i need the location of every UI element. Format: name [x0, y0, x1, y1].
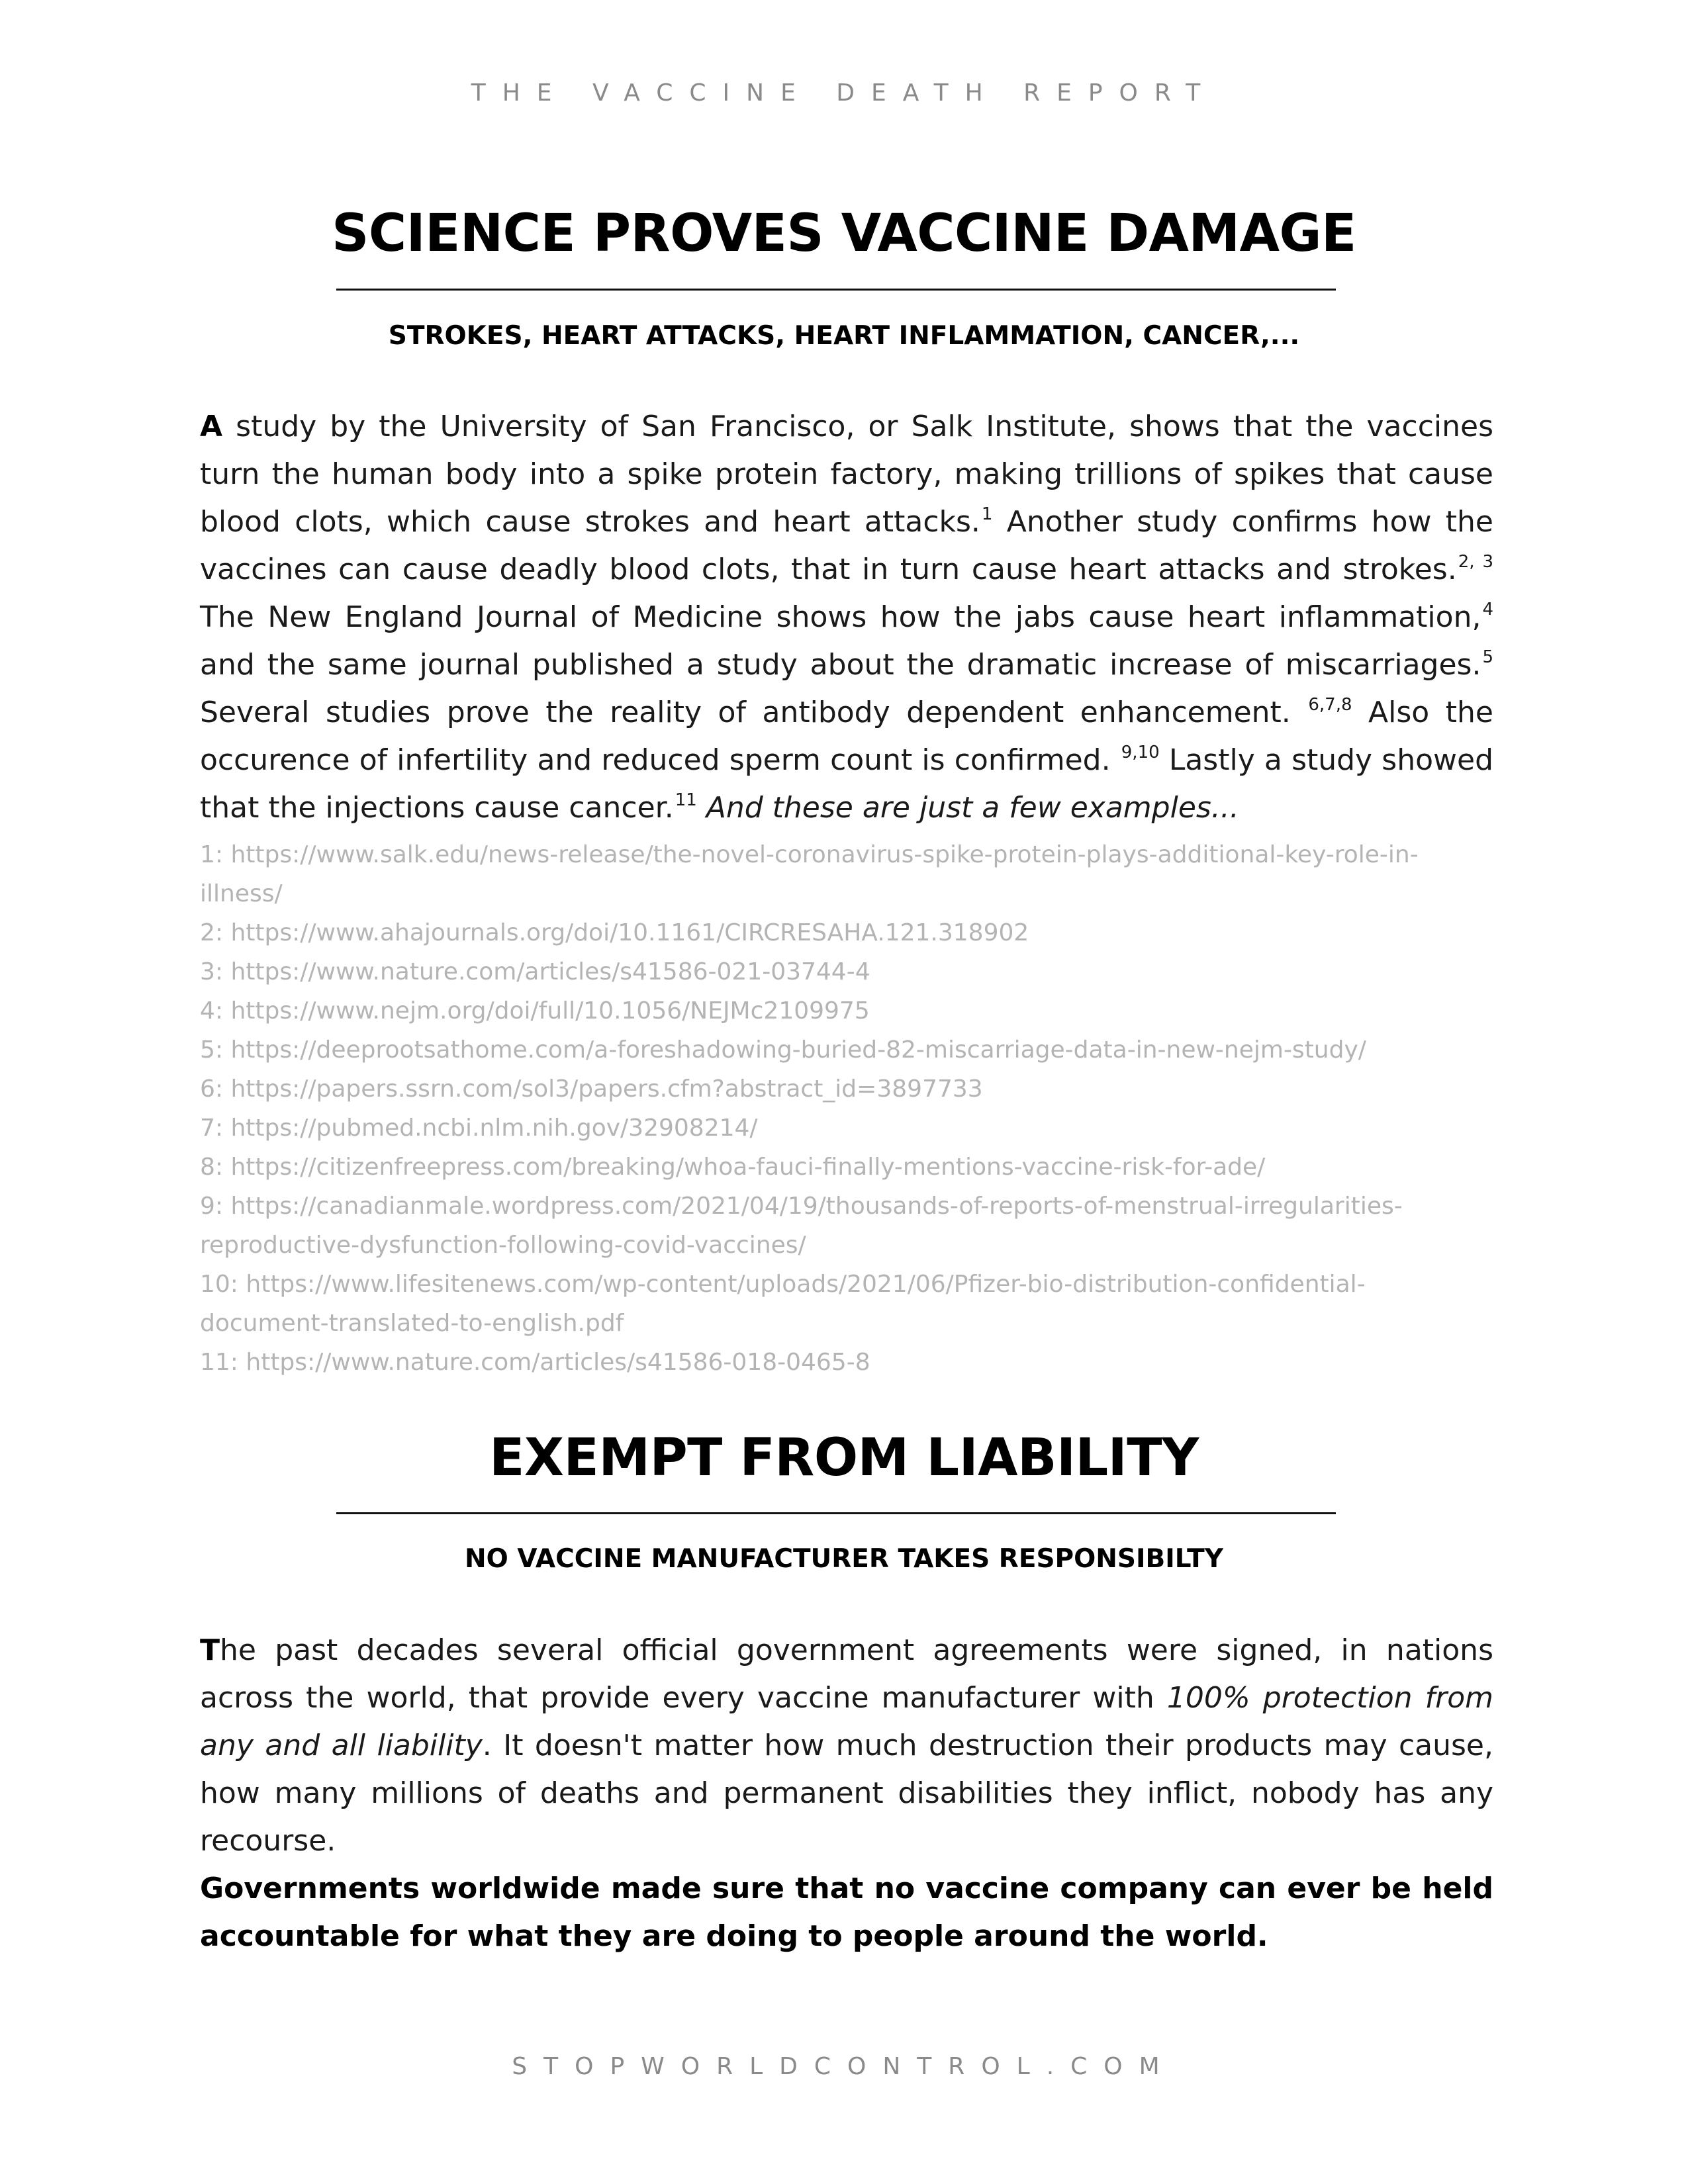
paragraph-text: Another study confirms how the vaccines can cause deadly blood clots, that in turn cause heart attacks and strokes.	[200, 505, 1493, 586]
reference-item: 11: https://www.nature.com/articles/s41586-018-0465-8	[200, 1349, 870, 1376]
reference-list	[200, 835, 1493, 1382]
liability-paragraph	[200, 1627, 1493, 1865]
science-paragraph	[200, 403, 1493, 832]
footnote-ref: 11	[675, 790, 697, 810]
paragraph-text: study by the University of San Francisco, or Salk Institute, shows that the vaccines turn the human body into a spike protein factory, making trillions of spikes that cause blood clots, which cause strokes and heart attacks.	[200, 410, 1493, 539]
dropcap: A	[200, 410, 223, 443]
section-subtitle-liability: NO VACCINE MANUFACTURER TAKES RESPONSIBILTY	[464, 1544, 1224, 1574]
footnote-ref: 6,7,8	[1308, 695, 1352, 715]
footnote-ref: 9,10	[1121, 743, 1160, 762]
reference-item: 7: https://pubmed.ncbi.nlm.nih.gov/32908214/	[200, 1115, 758, 1142]
section-title-liability: EXEMPT FROM LIABILITY	[489, 1428, 1199, 1488]
reference-item: 8: https://citizenfreepress.com/breaking/whoa-fauci-finally-mentions-vaccine-risk-for-ade/	[200, 1154, 1266, 1181]
reference-item: 3: https://www.nature.com/articles/s41586-021-03744-4	[200, 958, 870, 985]
section-title-science: SCIENCE PROVES VACCINE DAMAGE	[332, 204, 1356, 263]
reference-item: 6: https://papers.ssrn.com/sol3/papers.cfm?abstract_id=3897733	[200, 1075, 983, 1103]
title-rule	[336, 289, 1336, 291]
reference-item: 5: https://deeprootsathome.com/a-foreshadowing-buried-82-miscarriage-data-in-new-nejm-study/	[200, 1036, 1366, 1064]
footer-website: STOPWORLDCONTROL.COM	[512, 2053, 1176, 2080]
footnote-ref: 2, 3	[1458, 552, 1493, 572]
paragraph-text: he past decades several official government agreements were signed, in nations across the world, that provide every vaccine manufacturer with	[200, 1633, 1493, 1715]
italic-closing: And these are just a few examples...	[696, 791, 1239, 825]
footnote-ref: 1	[981, 504, 993, 524]
reference-item: 10: https://www.lifesitenews.com/wp-content/uploads/2021/06/Pfizer-bio-distribution-confidential-document-translated-to-english.pdf	[200, 1271, 1366, 1337]
section-subtitle-science: STROKES, HEART ATTACKS, HEART INFLAMMATION, CANCER,...	[388, 321, 1300, 351]
italic-phrase: 100% protection from any and all liability	[200, 1681, 1493, 1762]
reference-item: 2: https://www.ahajournals.org/doi/10.1161/CIRCRESAHA.121.318902	[200, 919, 1029, 946]
footnote-ref: 4	[1482, 600, 1493, 619]
footnote-ref: 5	[1482, 647, 1493, 667]
paragraph-text: Also the occurence of infertility and reduced sperm count is confirmed.	[200, 696, 1493, 777]
bold-statement: Governments worldwide made sure that no vaccine company can ever be held accountable for what they are doing to people around the world.	[200, 1872, 1493, 1953]
paragraph-text: . It doesn't matter how much destruction their products may cause, how many millions of deaths and permanent disabilities they inflict, nobody has any recourse.	[200, 1729, 1493, 1858]
paragraph-text: The New England Journal of Medicine shows how the jabs cause heart inflammation,	[200, 600, 1481, 634]
reference-item: 9: https://canadianmale.wordpress.com/2021/04/19/thousands-of-reports-of-menstrual-irregularities-reproductive-dysfunction-following-covid-vaccines/	[200, 1193, 1403, 1259]
dropcap: T	[200, 1633, 220, 1667]
reference-item: 4: https://www.nejm.org/doi/full/10.1056/NEJMc2109975	[200, 997, 870, 1024]
title-rule	[336, 1512, 1336, 1514]
running-header: THE VACCINE DEATH REPORT	[471, 79, 1217, 107]
paragraph-text: Several studies prove the reality of antibody dependent enhancement.	[200, 696, 1307, 729]
reference-item: 1: https://www.salk.edu/news-release/the-novel-coronavirus-spike-protein-plays-additional-key-role-in-illness/	[200, 841, 1419, 907]
paragraph-text: and the same journal published a study about the dramatic increase of miscarriages.	[200, 648, 1481, 682]
paragraph-text: Lastly a study showed that the injections cause cancer.	[200, 743, 1493, 825]
